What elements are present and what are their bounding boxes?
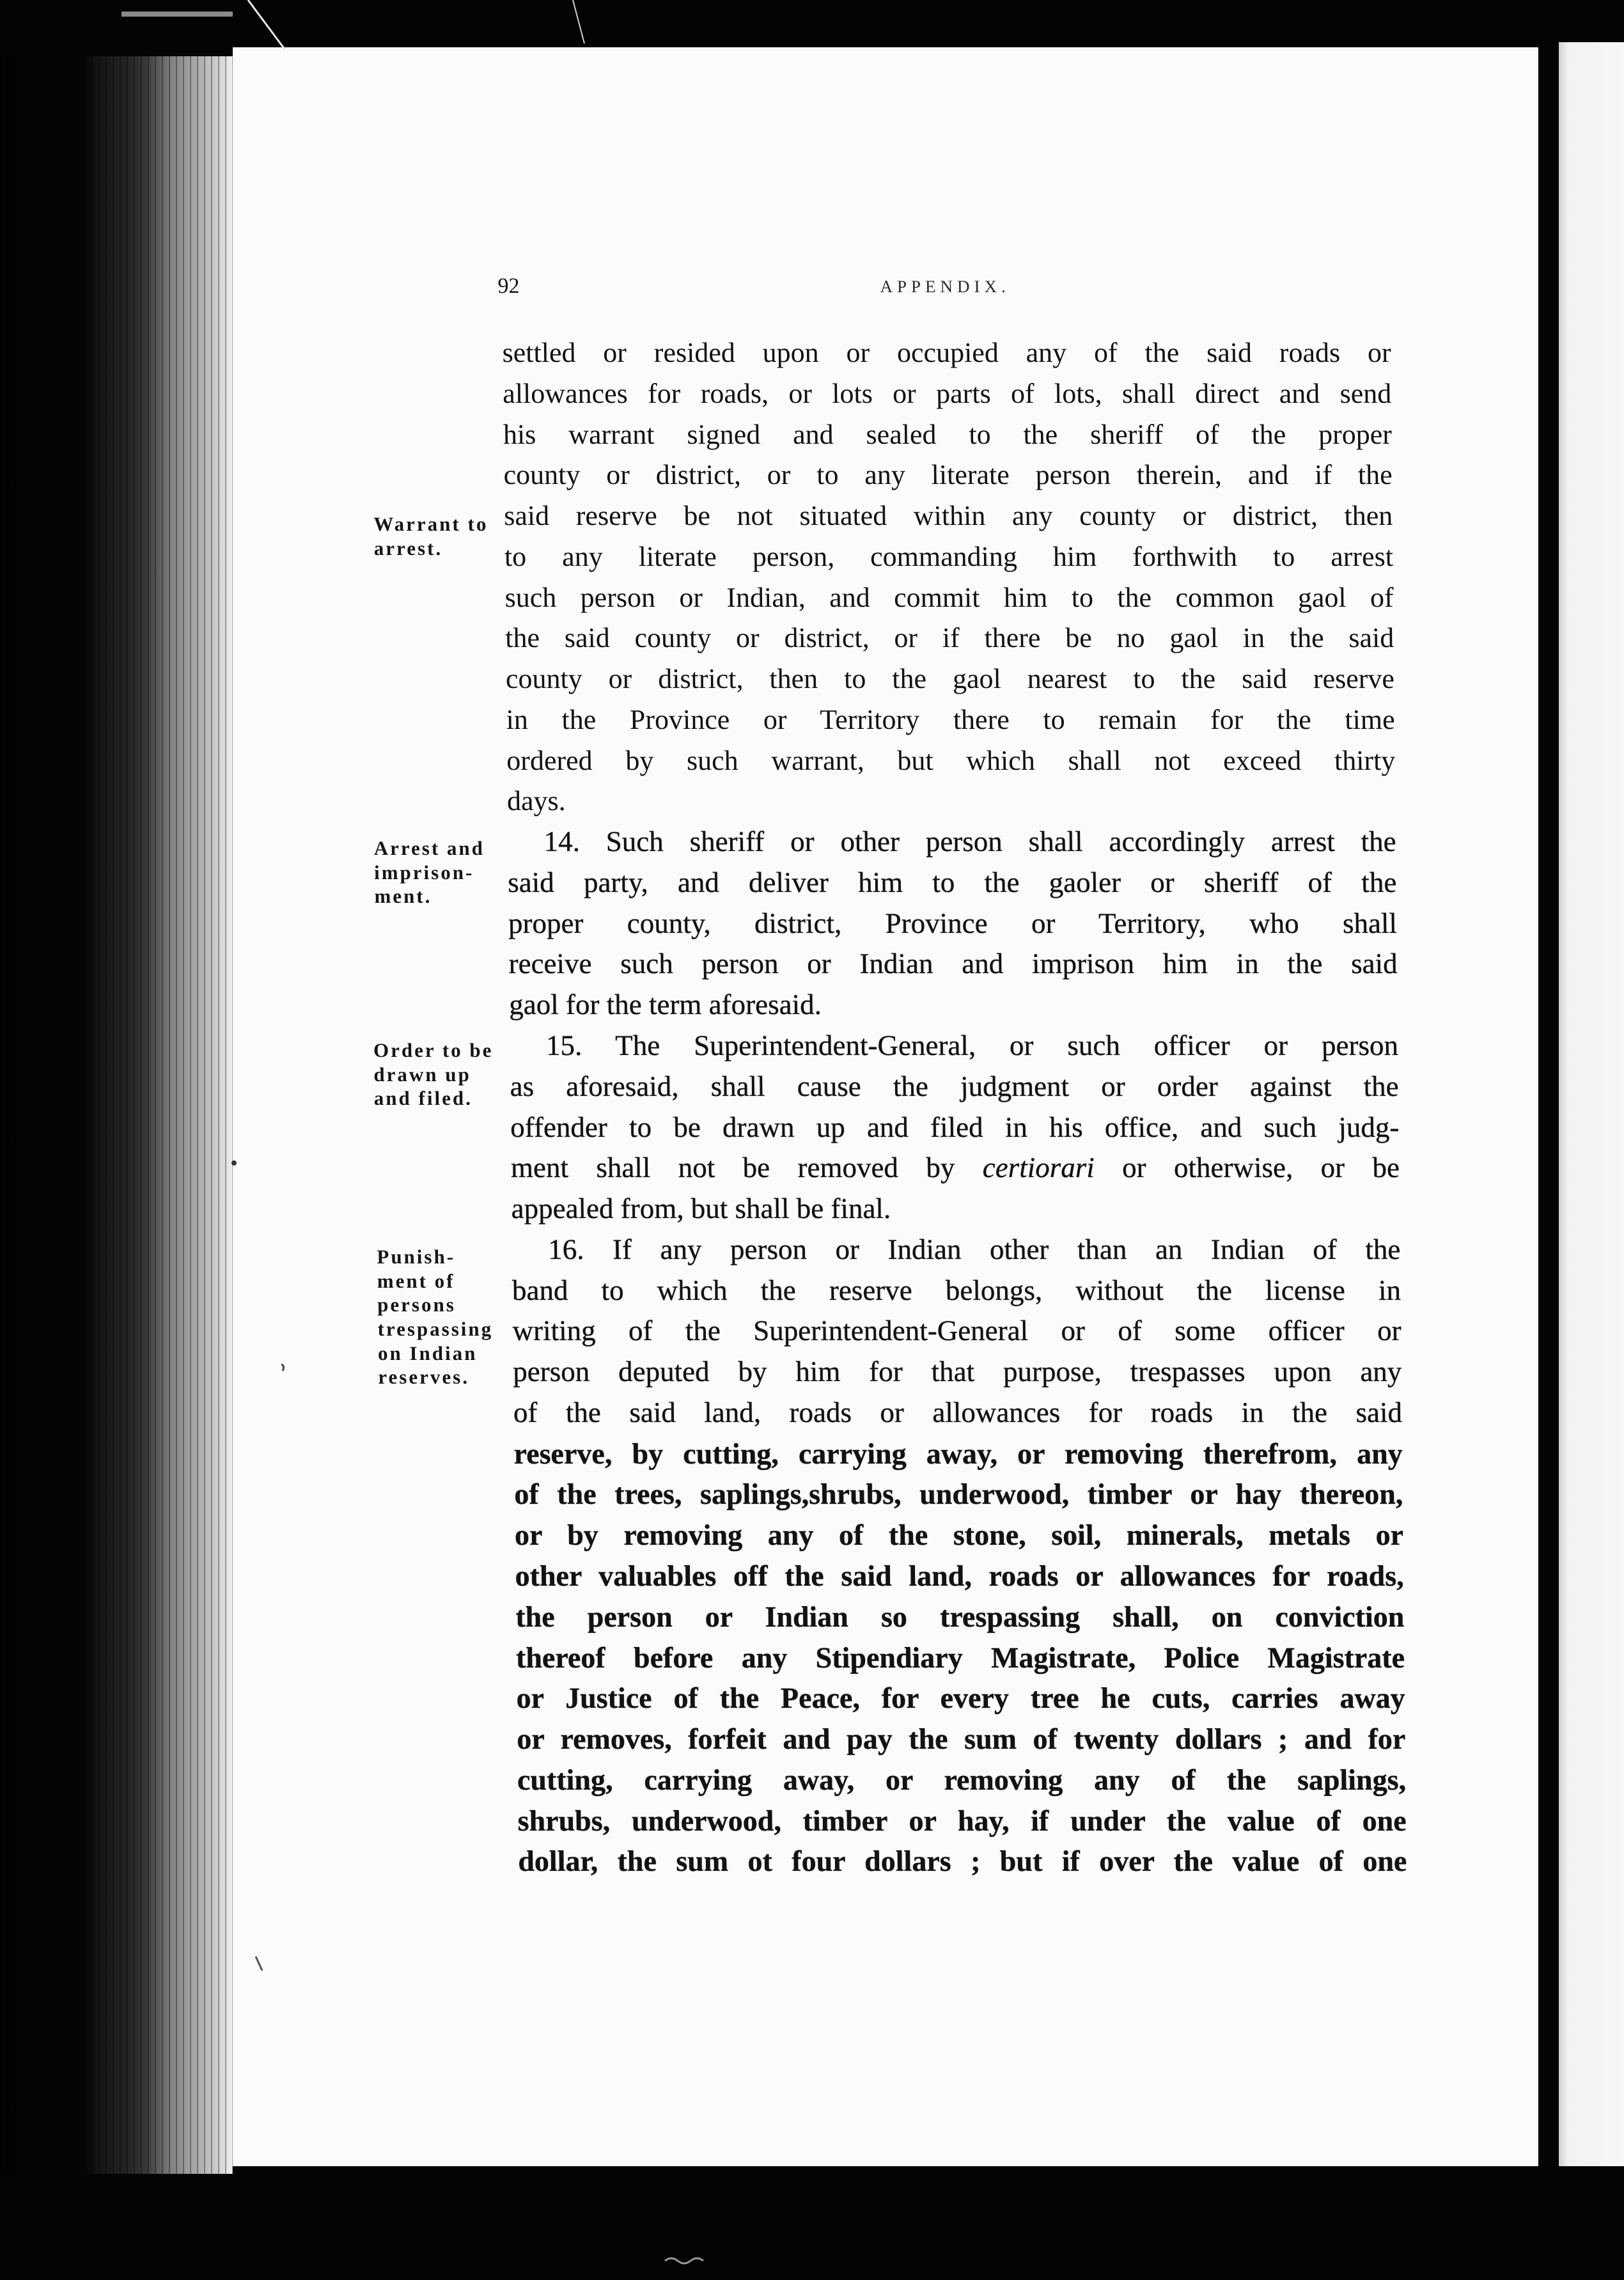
margin-note-line: imprison- [373, 861, 474, 884]
text-line: writing of the Superintendent-General or of some officer or [512, 1315, 1401, 1347]
margin-note-line: persons [377, 1293, 457, 1316]
section-15 [510, 1026, 1400, 1230]
text-line: or Justice of the Peace, for every tree he cuts, carries away [516, 1682, 1405, 1715]
text-line: 14. Such sheriff or other person shall accordingly arrest the [543, 825, 1396, 858]
section-14 [507, 822, 1398, 1026]
margin-note-line: ment of [377, 1269, 455, 1292]
text-line: appealed from, but shall be final. [511, 1192, 891, 1225]
text-line: allowances for roads, or lots or parts of lots, shall direct and send [502, 377, 1392, 409]
margin-note-line: on Indian [377, 1341, 478, 1364]
scan-speck [231, 1160, 237, 1166]
margin-note-line: and filed. [373, 1087, 473, 1110]
page-content [358, 256, 1424, 1893]
margin-note-line: trespassing [377, 1318, 494, 1341]
text-line: 15. The Superintendent-General, or such officer or person [545, 1029, 1399, 1062]
margin-note-line: Warrant to [373, 513, 488, 535]
body-text [502, 332, 1407, 1882]
scan-glare [121, 12, 233, 17]
text-line: his warrant signed and sealed to the sheriff of the proper [503, 418, 1393, 450]
text-line: cutting, carrying away, or removing any of the saplings, [517, 1763, 1407, 1796]
text-line: of the trees, saplings,shrubs, underwood, timber or hay thereon, [514, 1478, 1403, 1511]
margin-note-punishment-of-trespassers [377, 1245, 512, 1389]
text-line: person deputed by him for that purpose, trespasses upon any [513, 1355, 1402, 1388]
scan-streak [573, 0, 584, 43]
text-line: reserve, by cutting, carrying away, or removing therefrom, any [513, 1437, 1403, 1470]
text-line: such person or Indian, and commit him to the common gaol of [504, 581, 1394, 613]
scan-speck [281, 1364, 284, 1371]
margin-note-line: arrest. [373, 536, 443, 559]
text-line: dollar, the sum ot four dollars ; but if over the value of one [518, 1845, 1407, 1878]
scan-streak [248, 0, 285, 50]
text-line: receive such person or Indian and imprison him in the said [508, 948, 1398, 980]
text-line: offender to be drawn up and filed in his office, and such judg- [510, 1111, 1400, 1143]
margin-note-line: Order to be [373, 1039, 494, 1061]
text-line: ordered by such warrant, but which shall not exceed thirty [506, 744, 1396, 776]
margin-note-line: drawn up [373, 1063, 471, 1086]
margin-note-arrest-and-imprisonment [374, 836, 509, 909]
running-title: APPENDIX. [880, 277, 1010, 296]
margin-note-warrant-to-arrest [373, 512, 508, 560]
text-line: said reserve be not situated within any county or district, then [504, 500, 1393, 532]
text-line: county or district, then to the gaol nearest to the said reserve [505, 663, 1395, 695]
text-line: or by removing any of the stone, soil, minerals, metals or [514, 1519, 1404, 1552]
text-line: band to which the reserve belongs, without the license in [511, 1274, 1401, 1306]
text-line [511, 1148, 1400, 1189]
margin-note-line: ment. [374, 885, 432, 908]
text-line: settled or resided upon or occupied any of the said roads or [502, 337, 1391, 368]
margin-note-line: Punish- [377, 1245, 456, 1268]
text-line: thereof before any Stipendiary Magistrate, Police Magistrate [515, 1641, 1405, 1674]
text-line: or removes, forfeit and pay the sum of twenty dollars ; and for [517, 1722, 1406, 1756]
text-line: shrubs, underwood, timber or hay, if under the value of one [517, 1804, 1407, 1837]
text-line: days. [506, 785, 566, 817]
scan-speck [256, 1956, 262, 1971]
text-line: the person or Indian so trespassing shall, on conviction [515, 1600, 1405, 1633]
scan-noise [665, 2258, 703, 2263]
margin-note-line: Arrest and [373, 837, 485, 859]
text-line: county or district, or to any literate person therein, and if the [503, 459, 1393, 491]
text-line: gaol for the term aforesaid. [509, 988, 822, 1021]
text-segment: or otherwise, or be [1094, 1152, 1400, 1184]
text-line: the said county or district, or if there be no gaol in the said [505, 622, 1394, 654]
text-line: of the said land, roads or allowances for roads in the said [513, 1396, 1403, 1428]
text-line: 16. If any person or Indian other than an Indian of the [548, 1233, 1401, 1265]
text-line: other valuables off the said land, roads or allowances for roads, [515, 1559, 1404, 1592]
text-line: as aforesaid, shall cause the judgment or order against the [510, 1070, 1399, 1102]
text-line: in the Province or Territory there to remain for the time [506, 703, 1395, 735]
text-line: said party, and deliver him to the gaoler or sheriff of the [508, 866, 1397, 898]
text-segment: ment shall not be removed by [510, 1152, 983, 1184]
section-16 [511, 1230, 1407, 1882]
page-number: 92 [497, 274, 520, 298]
italic-term-certiorari: certiorari [982, 1152, 1095, 1184]
text-line: to any literate person, commanding him forthwith to arrest [504, 540, 1394, 572]
text-line: proper county, district, Province or Territory, who shall [508, 907, 1398, 939]
paragraph-continued [502, 332, 1396, 822]
margin-note-order-drawn-up [373, 1038, 508, 1111]
margin-note-line: reserves. [378, 1366, 470, 1389]
